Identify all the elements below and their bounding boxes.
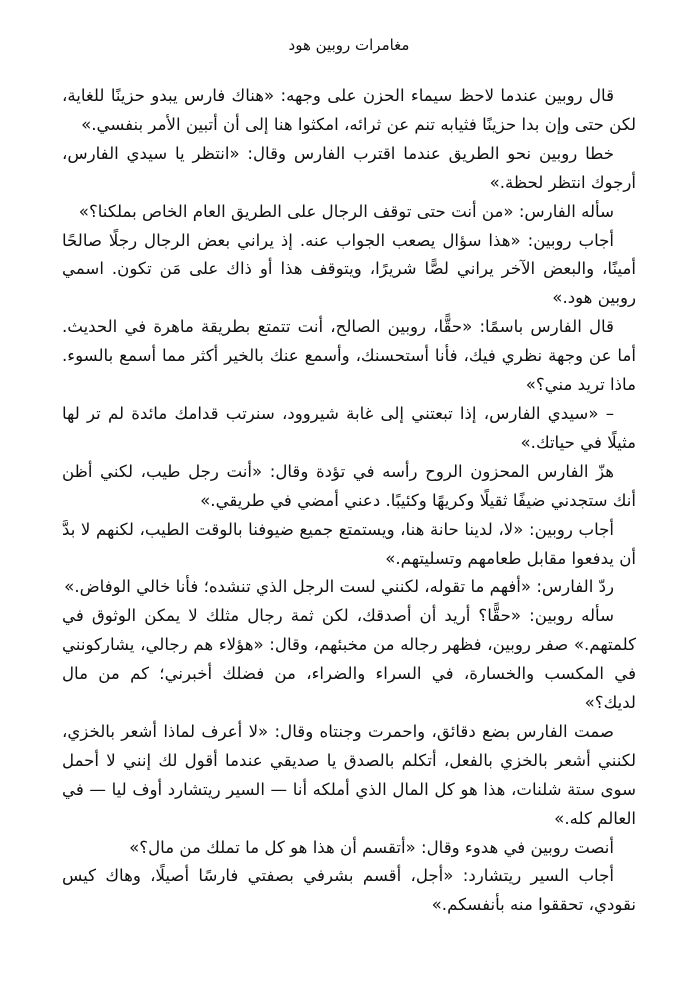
paragraph: أجاب روبين: «لا، لدينا حانة هنا، ويستمتع جميع ضيوفنا بالوقت الطيب، لكنهم لا بدَّ أن يدفعوا مقابل طعامهم وتسليتهم.» [62, 519, 636, 568]
body-text [62, 82, 636, 920]
paragraph: أجاب روبين: «هذا سؤال يصعب الجواب عنه. إذ يراني بعض الرجال رجلًا صالحًا أمينًا، والبعض الآخر يراني لصًّا شريرًا، ويتوقف هذا أو ذاك على مَن تكون. اسمي روبين هود.» [62, 230, 636, 308]
paragraph: صمت الفارس بضع دقائق، واحمرت وجنتاه وقال: «لا أعرف لماذا أشعر بالخزي، لكنني أشعر بالخزي بالفعل، أتكلم بالصدق يا صديقي عندما أقول لك إنني لا أحمل سوى ستة شلنات، هذا هو كل المال الذي أملكه أنا — السير ريتشارد أوف ليا — في العالم كله.» [62, 721, 636, 828]
running-head: مغامرات روبين هود [288, 36, 410, 54]
paragraph: سأله الفارس: «من أنت حتى توقف الرجال على الطريق العام الخاص بملكنا؟» [78, 201, 614, 221]
paragraph: ردّ الفارس: «أفهم ما تقوله، لكنني لست الرجل الذي تنشده؛ فأنا خالي الوفاض.» [64, 577, 614, 597]
paragraph: سأله روبين: «حقًّا؟ أريد أن أصدقك، لكن ثمة رجال مثلك لا يمكن الوثوق في كلمتهم.» صفر روبين، فظهر رجاله من مخبئهم، وقال: «هؤلاء هم رجالي، يشاركونني في المكسب والخسارة، في السراء والضراء، من فضلك أخبرني؛ كم من مال لديك؟» [62, 606, 636, 713]
paragraph: أجاب السير ريتشارد: «أجل، أقسم بشرفي بصفتي فارسًا أصيلًا، وهاك كيس نقودي، تحققوا منه بأنفسكم.» [62, 866, 636, 915]
paragraph: قال الفارس باسمًا: «حقًّا، روبين الصالح، أنت تتمتع بطريقة ماهرة في الحديث. أما عن وجهة نظري فيك، فأنا أستحسنك، وأسمع عنك بالخير أكثر مما أسمع بالسوء. ماذا تريد مني؟» [62, 317, 636, 395]
paragraph: قال روبين عندما لاحظ سيماء الحزن على وجهه: «هناك فارس يبدو حزينًا للغاية، لكن حتى وإن بدا حزينًا فثيابه تنم عن ثرائه، امكثوا هنا إلى أن أتبين الأمر بنفسي.» [62, 86, 636, 134]
paragraph: أنصت روبين في هدوء وقال: «أتقسم أن هذا هو كل ما تملك من مال؟» [129, 837, 614, 857]
paragraph: خطا روبين نحو الطريق عندما اقترب الفارس وقال: «انتظر يا سيدي الفارس، أرجوك انتظر لحظة.» [62, 143, 636, 192]
paragraph: هزّ الفارس المحزون الروح رأسه في تؤدة وقال: «أنت رجل طيب، لكني أظن أنك ستجدني ضيفًا ثقيلًا وكريهًا وكئيبًا. دعني أمضي في طريقي.» [62, 461, 636, 510]
paragraph: – «سيدي الفارس، إذا تبعتني إلى غابة شيروود، سنرتب قدامك مائدة لم تر لها مثيلًا في حياتك.» [62, 403, 636, 452]
